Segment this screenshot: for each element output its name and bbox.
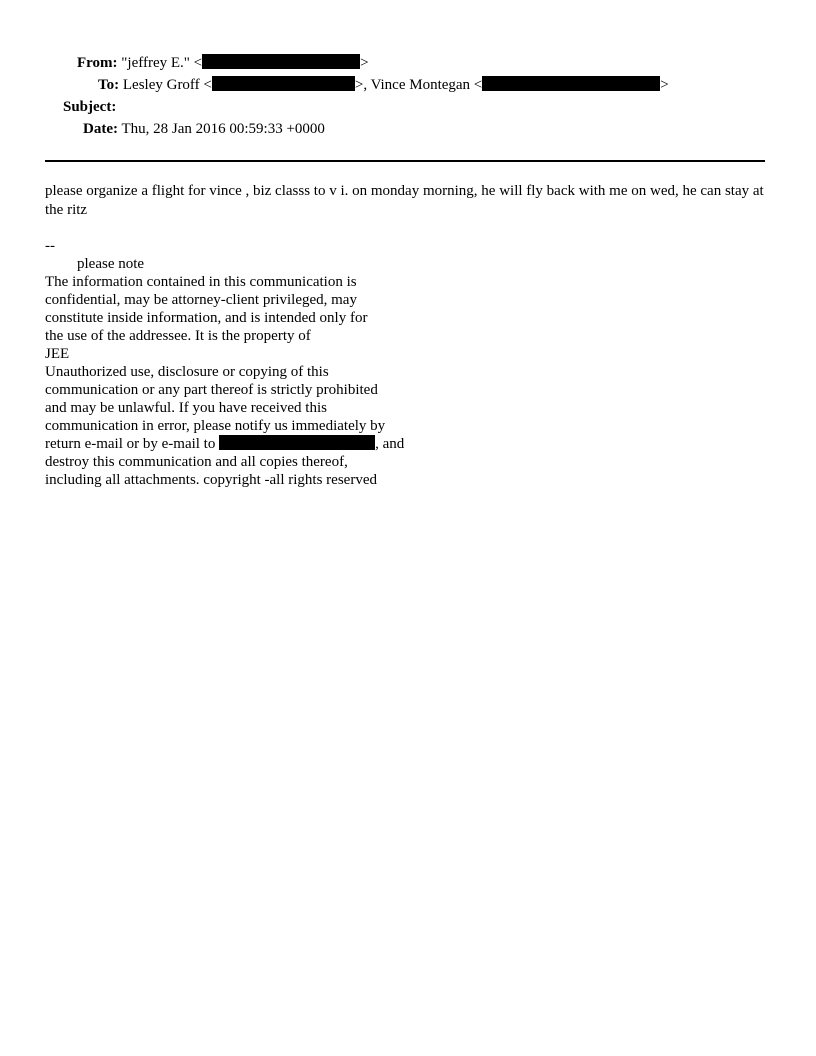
- return-line-suffix: , and: [375, 436, 405, 452]
- subject-label: Subject:: [63, 99, 117, 115]
- from-label: From:: [77, 55, 118, 71]
- redaction-block: [202, 54, 360, 69]
- to-row: [98, 74, 669, 96]
- to-separator: >, Vince Montegan <: [354, 77, 483, 93]
- signature-block: [45, 237, 465, 489]
- date-label: Date:: [83, 121, 118, 137]
- return-email-line: [45, 435, 465, 453]
- disclaimer-line: communication in error, please notify us immediately by: [45, 418, 386, 434]
- message-body: please organize a flight for vince , biz classs to v i. on monday morning, he will fly back with me on wed, he can stay at the ritz: [45, 183, 764, 218]
- from-name: "jeffrey E." <: [121, 55, 203, 71]
- date-row: [83, 118, 325, 140]
- disclaimer-line: constitute inside information, and is intended only for: [45, 310, 368, 326]
- from-close: >: [360, 55, 369, 71]
- disclaimer-line: JEE: [45, 346, 70, 362]
- to-close: >: [660, 77, 669, 93]
- redaction-block: [219, 435, 375, 450]
- disclaimer-line: and may be unlawful. If you have received this: [45, 400, 327, 416]
- disclaimer-line: The information contained in this communication is: [45, 274, 357, 290]
- disclaimer-line: communication or any part thereof is strictly prohibited: [45, 382, 378, 398]
- date-value: Thu, 28 Jan 2016 00:59:33 +0000: [121, 121, 325, 137]
- disclaimer-line: including all attachments. copyright -all rights reserved: [45, 472, 377, 488]
- return-line-prefix: return e-mail or by e-mail to: [45, 436, 220, 452]
- redaction-block: [212, 76, 355, 91]
- to-recipient-1: Lesley Groff <: [122, 77, 212, 93]
- to-label: To:: [98, 77, 120, 93]
- redaction-block: [482, 76, 660, 91]
- disclaimer-line: confidential, may be attorney-client privileged, may: [45, 292, 357, 308]
- disclaimer-line: the use of the addressee. It is the property of: [45, 328, 311, 344]
- note-heading: please note: [77, 256, 145, 272]
- header-divider: [45, 160, 765, 162]
- disclaimer-line: Unauthorized use, disclosure or copying of this: [45, 364, 329, 380]
- signature-dashes: --: [45, 238, 55, 254]
- disclaimer-line: destroy this communication and all copies thereof,: [45, 454, 348, 470]
- from-row: [77, 52, 369, 74]
- subject-row: [63, 96, 116, 118]
